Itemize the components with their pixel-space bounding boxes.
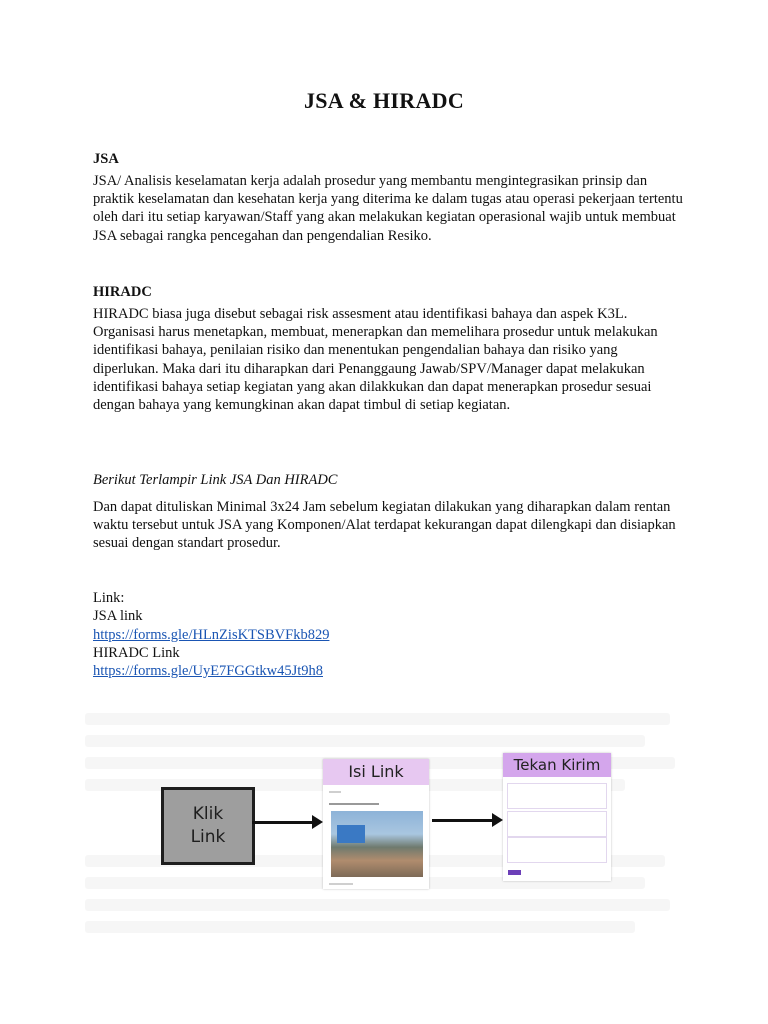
form-line: [329, 803, 379, 805]
attachment-intro: Berikut Terlampir Link JSA Dan HIRADC: [93, 472, 338, 488]
arrow-right-icon: [252, 821, 314, 824]
form-line: [329, 883, 353, 885]
watermark-line: [85, 899, 670, 911]
page-title: JSA & HIRADC: [303, 88, 465, 113]
form-field: [507, 811, 607, 837]
steps-diagram: [85, 705, 685, 955]
jsa-heading: JSA: [93, 151, 119, 167]
watermark-line: [85, 921, 635, 933]
step-click-link-box: [161, 787, 255, 865]
form-field: [507, 783, 607, 809]
hiradc-link-label: HIRADC Link: [93, 645, 180, 661]
arrow-right-icon: [432, 819, 494, 822]
watermark-line: [85, 713, 670, 725]
jsa-paragraph: JSA/ Analisis keselamatan kerja adalah prosedur yang membantu mengintegrasikan prinsip dan praktik keselamatan dan kesehatan kerja yang diterima ke dalam tugas atau operasi pekerjaan tertentu oleh dari itu setiap karyawan/Staff yang akan melakukan kegiatan operasional wajib untuk membuat JSA sebagai rangka pencegahan dan pengendalian Resiko.: [93, 173, 683, 244]
form-photo: [331, 811, 423, 877]
jsa-form-link[interactable]: https://forms.gle/HLnZisKTSBVFkb829: [93, 627, 330, 643]
hiradc-paragraph: HIRADC biasa juga disebut sebagai risk assesment atau identifikasi bahaya dan aspek K3L. Organisasi harus menetapkan, membuat, menerapkan dan memelihara prosedur untuk melakukan identifikasi bahaya, penilaian risiko dan menentukan pengendalian bahaya dan risiko yang diperlukan. Maka dari itu diharapkan dari Penanggaung Jawab/SPV/Manager dapat melakukan identifikasi bahaya setiap kegiatan yang akan dilakkukan dan dapat menerapkan prosedur sesuai dengan bahaya yang kemungkinan akan dapat timbul di setiap kegiatan.: [93, 306, 658, 414]
submit-button: [508, 870, 521, 875]
attachment-paragraph: Dan dapat dituliskan Minimal 3x24 Jam sebelum kegiatan dilakukan yang diharapkan dalam rentan waktu tersebut untuk JSA yang Komponen/Alat terdapat kekurangan dapat dilengkapi dan disiapkan sesuai dengan standart prosedur.: [93, 499, 676, 552]
step-click-line1: Klik: [192, 804, 224, 824]
step-click-line2: Link: [190, 827, 226, 847]
watermark-line: [85, 735, 645, 747]
step-submit-card: [503, 753, 611, 881]
hiradc-heading: HIRADC: [93, 284, 152, 300]
hiradc-form-link[interactable]: https://forms.gle/UyE7FGGtkw45Jt9h8: [93, 663, 323, 679]
step-fill-form-title: Isi Link: [323, 759, 429, 785]
step-submit-title: Tekan Kirim: [503, 753, 611, 777]
jsa-link-label: JSA link: [93, 608, 143, 624]
step-fill-form-card: [323, 759, 429, 889]
form-line: [329, 791, 341, 793]
link-label: Link:: [93, 590, 125, 606]
form-field: [507, 837, 607, 863]
